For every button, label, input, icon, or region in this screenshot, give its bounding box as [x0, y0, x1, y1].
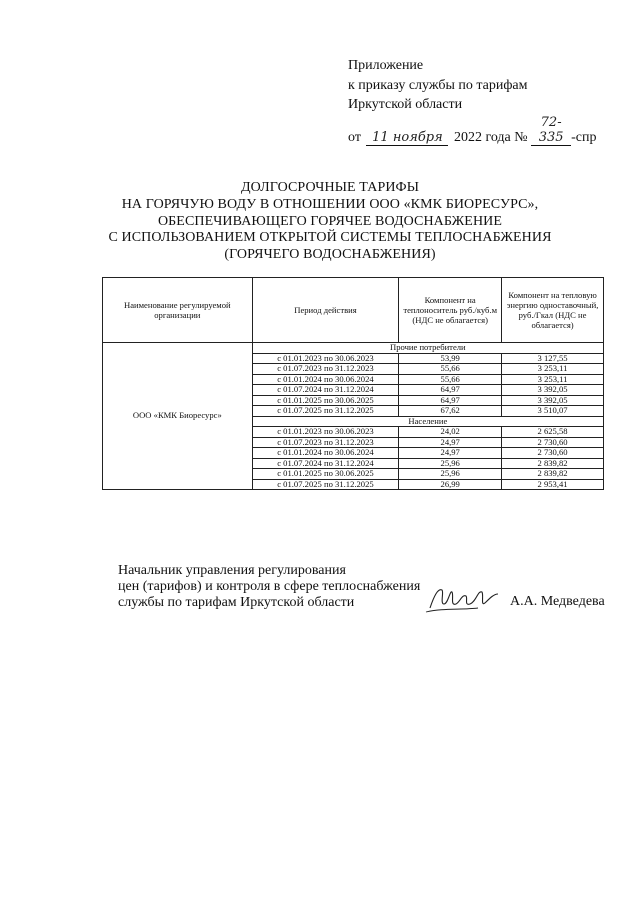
carrier-value-cell: 25,96 [399, 469, 502, 480]
organization-name: ООО «КМК Биоресурс» [103, 343, 253, 490]
appendix-from: от [348, 129, 361, 145]
appendix-line-1: Приложение [348, 58, 424, 73]
period-cell: с 01.01.2025 по 30.06.2025 [252, 469, 399, 480]
title-line-3: ОБЕСПЕЧИВАЮЩЕГО ГОРЯЧЕЕ ВОДОСНАБЖЕНИЕ [157, 213, 503, 229]
tariff-table [102, 277, 604, 490]
document-title [90, 180, 570, 264]
period-cell: с 01.07.2023 по 31.12.2023 [252, 437, 399, 448]
header-organization: Наименование регулируемой организации [103, 278, 253, 343]
handwritten-date: 11 ноября [366, 130, 448, 146]
carrier-value-cell: 26,99 [399, 479, 502, 490]
consumer-group-label: Прочие потребители [252, 343, 603, 354]
appendix-year: 2022 года № [453, 129, 528, 145]
period-cell: с 01.01.2024 по 30.06.2024 [252, 448, 399, 459]
period-cell: с 01.07.2024 по 31.12.2024 [252, 385, 399, 396]
period-cell: с 01.07.2023 по 31.12.2023 [252, 364, 399, 375]
title-line-1: ДОЛГОСРОЧНЫЕ ТАРИФЫ [240, 180, 420, 195]
table-body [103, 343, 604, 490]
carrier-value-cell: 24,02 [399, 427, 502, 438]
carrier-value-cell: 64,97 [399, 395, 502, 406]
appendix-date-line [348, 115, 633, 148]
appendix-suffix: -спр [571, 129, 597, 145]
consumer-group-label: Население [252, 416, 603, 427]
appendix-line-2: к приказу службы по тарифам [348, 77, 528, 93]
energy-value-cell: 3 392,05 [502, 385, 604, 396]
energy-value-cell: 3 127,55 [502, 353, 604, 364]
energy-value-cell: 3 253,11 [502, 374, 604, 385]
energy-value-cell: 3 392,05 [502, 395, 604, 406]
carrier-value-cell: 53,99 [399, 353, 502, 364]
handwritten-signature [422, 578, 502, 618]
carrier-value-cell: 55,66 [399, 364, 502, 375]
appendix-line-3: Иркутской области [348, 97, 463, 112]
carrier-value-cell: 25,96 [399, 458, 502, 469]
energy-value-cell: 2 730,60 [502, 448, 604, 459]
signer-name: А.А. Медведева [510, 594, 605, 609]
title-line-5: (ГОРЯЧЕГО ВОДОСНАБЖЕНИЯ) [224, 247, 436, 263]
footer-signature-block [118, 563, 420, 611]
energy-value-cell: 2 839,82 [502, 458, 604, 469]
group-row [103, 343, 604, 354]
footer-line-1: Начальник управления регулирования [118, 563, 346, 578]
period-cell: с 01.01.2023 по 30.06.2023 [252, 427, 399, 438]
handwritten-number: 72-335 [531, 115, 571, 146]
energy-value-cell: 2 953,41 [502, 479, 604, 490]
energy-value-cell: 2 839,82 [502, 469, 604, 480]
energy-value-cell: 2 625,58 [502, 427, 604, 438]
footer-line-2: цен (тарифов) и контроля в сфере теплоснабжения [118, 579, 421, 594]
title-line-4: С ИСПОЛЬЗОВАНИЕМ ОТКРЫТОЙ СИСТЕМЫ ТЕПЛОСНАБЖЕНИЯ [108, 230, 552, 246]
table-header-row [103, 278, 604, 343]
title-line-2: НА ГОРЯЧУЮ ВОДУ В ОТНОШЕНИИ ООО «КМК БИОРЕСУРС», [121, 196, 539, 212]
period-cell: с 01.07.2025 по 31.12.2025 [252, 479, 399, 490]
header-energy-component: Компонент на тепловую энергию одноставочный, руб./Гкал (НДС не облагается) [502, 278, 604, 343]
energy-value-cell: 2 730,60 [502, 437, 604, 448]
period-cell: с 01.01.2023 по 30.06.2023 [252, 353, 399, 364]
period-cell: с 01.01.2025 по 30.06.2025 [252, 395, 399, 406]
carrier-value-cell: 24,97 [399, 448, 502, 459]
carrier-value-cell: 64,97 [399, 385, 502, 396]
carrier-value-cell: 55,66 [399, 374, 502, 385]
footer-line-3: службы по тарифам Иркутской области [118, 595, 355, 610]
header-period: Период действия [252, 278, 399, 343]
carrier-value-cell: 67,62 [399, 406, 502, 417]
carrier-value-cell: 24,97 [399, 437, 502, 448]
energy-value-cell: 3 510,07 [502, 406, 604, 417]
period-cell: с 01.07.2024 по 31.12.2024 [252, 458, 399, 469]
header-carrier-component: Компонент на теплоноситель руб./куб.м (НДС не облагается) [399, 278, 502, 343]
period-cell: с 01.01.2024 по 30.06.2024 [252, 374, 399, 385]
energy-value-cell: 3 253,11 [502, 364, 604, 375]
period-cell: с 01.07.2025 по 31.12.2025 [252, 406, 399, 417]
appendix-block [348, 56, 633, 147]
